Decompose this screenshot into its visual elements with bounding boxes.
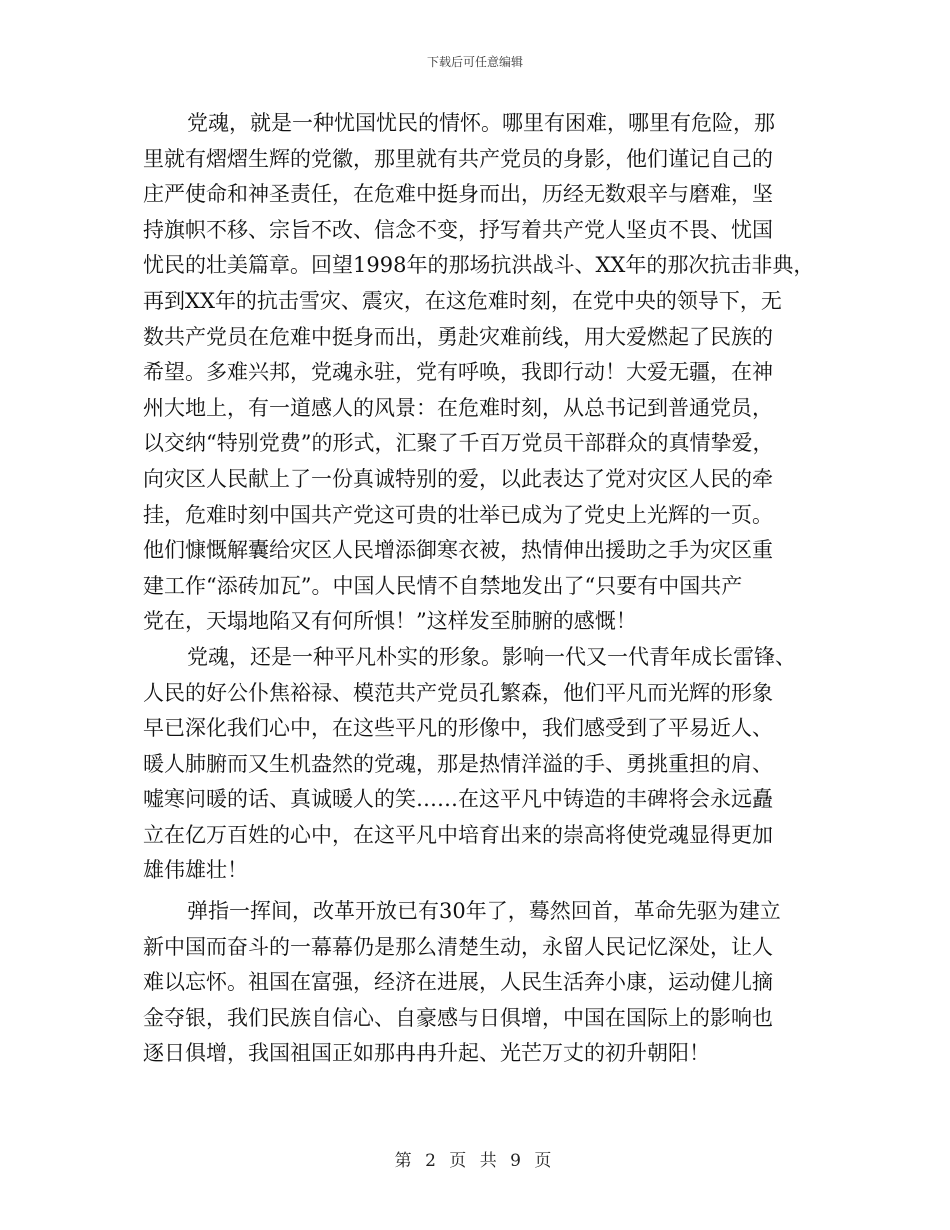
paragraph-line: 以交纳“特别党费”的形式，汇聚了千百万党员干部群众的真情挚爱， bbox=[143, 431, 774, 456]
paragraph-line: 挂，危难时刻中国共产党这可贵的壮举已成为了党史上光辉的一页。 bbox=[143, 502, 773, 527]
paragraph-line: 里就有熠熠生辉的党徽，那里就有共产党员的身影，他们谨记自己的 bbox=[143, 146, 773, 171]
paragraph-line: 党魂，还是一种平凡朴实的形象。影响一代又一代青年成长雷锋、 bbox=[187, 644, 796, 669]
paragraph-line: 希望。多难兴邦，党魂永驻，党有呼唤，我即行动！大爱无疆，在神 bbox=[143, 360, 773, 385]
page-footer: 第 2 页 共 9 页 bbox=[394, 1151, 556, 1171]
paragraph-line: 早已深化我们心中，在这些平凡的形像中，我们感受到了平易近人、 bbox=[143, 716, 773, 741]
paragraph-line: 难以忘怀。祖国在富强，经济在进展，人民生活奔小康，运动健儿摘 bbox=[143, 970, 773, 995]
paragraph-line: 金夺银，我们民族自信心、自豪感与日俱增，中国在国际上的影响也 bbox=[143, 1005, 773, 1030]
paragraph-line: 建工作“添砖加瓦”。中国人民情不自禁地发出了“只要有中国共产 bbox=[143, 573, 743, 598]
paragraph-line: 暖人肺腑而又生机盎然的党魂，那是热情洋溢的手、勇挑重担的肩、 bbox=[143, 751, 773, 776]
paragraph-line: 州大地上，有一道感人的风景：在危难时刻，从总书记到普通党员， bbox=[143, 395, 773, 420]
paragraph-line: 雄伟雄壮！ bbox=[143, 858, 248, 883]
paragraph-line: 数共产党员在危难中挺身而出，勇赴灾难前线，用大爱燃起了民族的 bbox=[143, 324, 773, 349]
paragraph-line: 持旗帜不移、宗旨不改、信念不变，抒写着共产党人坚贞不畏、忧国 bbox=[143, 217, 773, 242]
paragraph-1 bbox=[143, 106, 833, 640]
paragraph-line: 忧民的壮美篇章。回望1998年的那场抗洪战斗、XX年的那次抗击非典， bbox=[143, 253, 815, 278]
paragraph-line: 党在，天塌地陷又有何所惧！”这样发至肺腑的感慨！ bbox=[143, 609, 637, 634]
paragraph-line: 他们慷慨解囊给灾区人民增添御寒衣被，热情伸出援助之手为灾区重 bbox=[143, 538, 773, 563]
paragraph-line: 向灾区人民献上了一份真诚特别的爱，以此表达了党对灾区人民的牵 bbox=[143, 466, 773, 491]
paragraph-line: 立在亿万百姓的心中，在这平凡中培育出来的崇高将使党魂显得更加 bbox=[143, 822, 773, 847]
document-body bbox=[143, 106, 833, 1072]
paragraph-line: 人民的好公仆焦裕禄、模范共产党员孔繁森，他们平凡而光辉的形象 bbox=[143, 680, 773, 705]
paragraph-2 bbox=[143, 640, 833, 889]
paragraph-line: 新中国而奋斗的一幕幕仍是那么清楚生动，永留人民记忆深处，让人 bbox=[143, 934, 773, 959]
paragraph-line: 逐日俱增，我国祖国正如那冉冉升起、光芒万丈的初升朝阳！ bbox=[143, 1041, 710, 1066]
paragraph-3 bbox=[143, 894, 833, 1072]
page-header: 下载后可任意编辑 bbox=[426, 55, 523, 69]
paragraph-line: 再到XX年的抗击雪灾、震灾，在这危难时刻，在党中央的领导下，无 bbox=[143, 288, 782, 313]
paragraph-line: 弹指一挥间，改革开放已有30年了，蓦然回首，革命先驱为建立 bbox=[187, 899, 781, 924]
paragraph-line: 庄严使命和神圣责任，在危难中挺身而出，历经无数艰辛与磨难，坚 bbox=[143, 182, 773, 207]
paragraph-line: 党魂，就是一种忧国忧民的情怀。哪里有困难，哪里有危险，那 bbox=[187, 111, 775, 135]
paragraph-line: 嘘寒问暖的话、真诚暖人的笑……在这平凡中铸造的丰碑将会永远矗 bbox=[143, 787, 773, 812]
